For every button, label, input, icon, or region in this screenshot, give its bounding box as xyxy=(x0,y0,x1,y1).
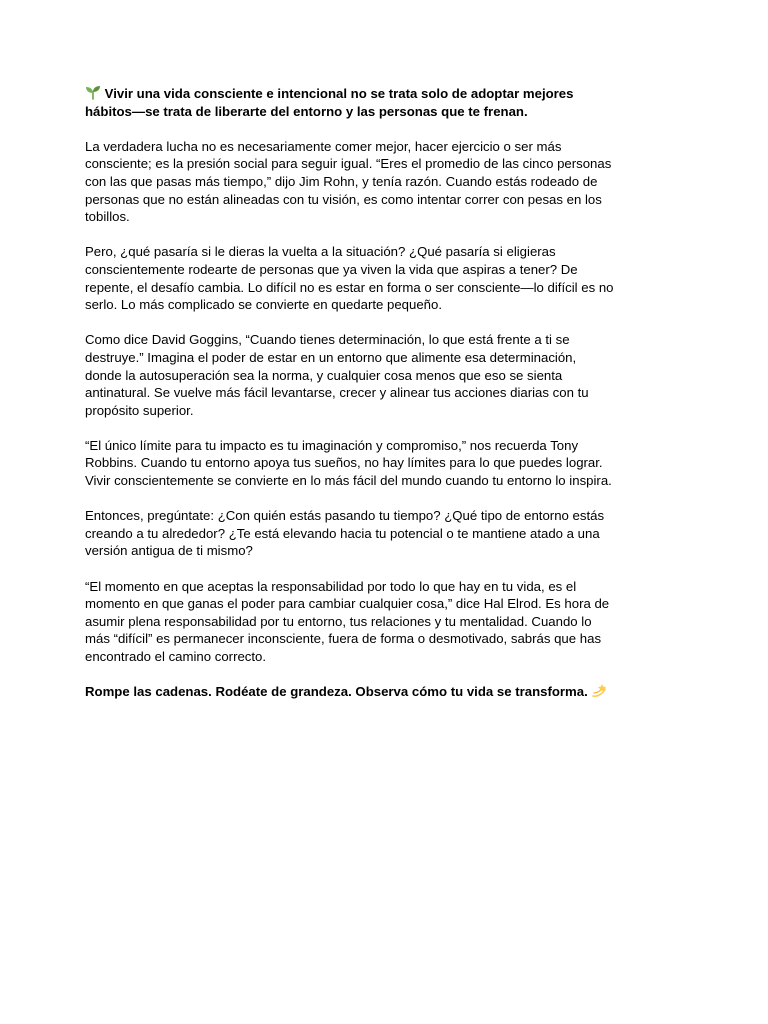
headline-paragraph xyxy=(85,85,615,120)
headline-text: Vivir una vida consciente e intencional no se trata solo de adoptar mejores hábitos—se trata de liberarte del entorno y las personas que te frenan. xyxy=(85,86,574,119)
paragraph-3: Como dice David Goggins, “Cuando tienes determinación, lo que está frente a ti se destruye.” Imagina el poder de estar en un entorno que alimente esa determinación, donde la autosuperación sea la norma, y cualquier cosa menos que eso se sienta antinatural. Se vuelve más fácil levantarse, crecer y alinear tus acciones diarias con tu propósito superior. xyxy=(85,332,589,418)
closing-text: Rompe las cadenas. Rodéate de grandeza. Observa cómo tu vida se transforma. xyxy=(85,684,588,700)
document-body xyxy=(85,85,615,718)
seedling-icon xyxy=(85,85,101,100)
paragraph-1: La verdadera lucha no es necesariamente comer mejor, hacer ejercicio o ser más consciente; es la presión social para seguir igual. “Eres el promedio de las cinco personas con las que pasas más tiempo,” dijo Jim Rohn, y tenía razón. Cuando estás rodeado de personas que no están alineadas con tu visión, es como intentar correr con pesas en los tobillos. xyxy=(85,138,612,225)
dizzy-star-icon xyxy=(591,683,607,698)
paragraph-2: Pero, ¿qué pasaría si le dieras la vuelta a la situación? ¿Qué pasaría si eligieras conscientemente rodearte de personas que ya viven la vida que aspiras a tener? De repente, el desafío cambia. Lo difícil no es estar en forma o ser consciente—lo difícil es no serlo. Lo más complicado se convierte en quedarte pequeño. xyxy=(85,244,614,313)
closing-paragraph xyxy=(85,683,615,701)
paragraph-5: Entonces, pregúntate: ¿Con quién estás pasando tu tiempo? ¿Qué tipo de entorno estás creando a tu alrededor? ¿Te está elevando hacia tu potencial o te mantiene atado a una versión antigua de ti mismo? xyxy=(85,508,605,559)
paragraph-4: “El único límite para tu impacto es tu imaginación y compromiso,” nos recuerda Tony Robbins. Cuando tu entorno apoya tus sueños, no hay límites para lo que puedes lograr. Vivir conscientemente se convierte en lo más fácil del mundo cuando tu entorno lo inspira. xyxy=(85,437,612,489)
paragraph-6: “El momento en que aceptas la responsabilidad por todo lo que hay en tu vida, es el momento en que ganas el poder para cambiar cualquier cosa,” dice Hal Elrod. Es hora de asumir plena responsabilidad por tu entorno, tus relaciones y tu mentalidad. Cuando lo más “difícil” es permanecer inconsciente, fuera de forma o desmotivado, sabrás que has encontrado el camino correcto. xyxy=(85,578,610,664)
